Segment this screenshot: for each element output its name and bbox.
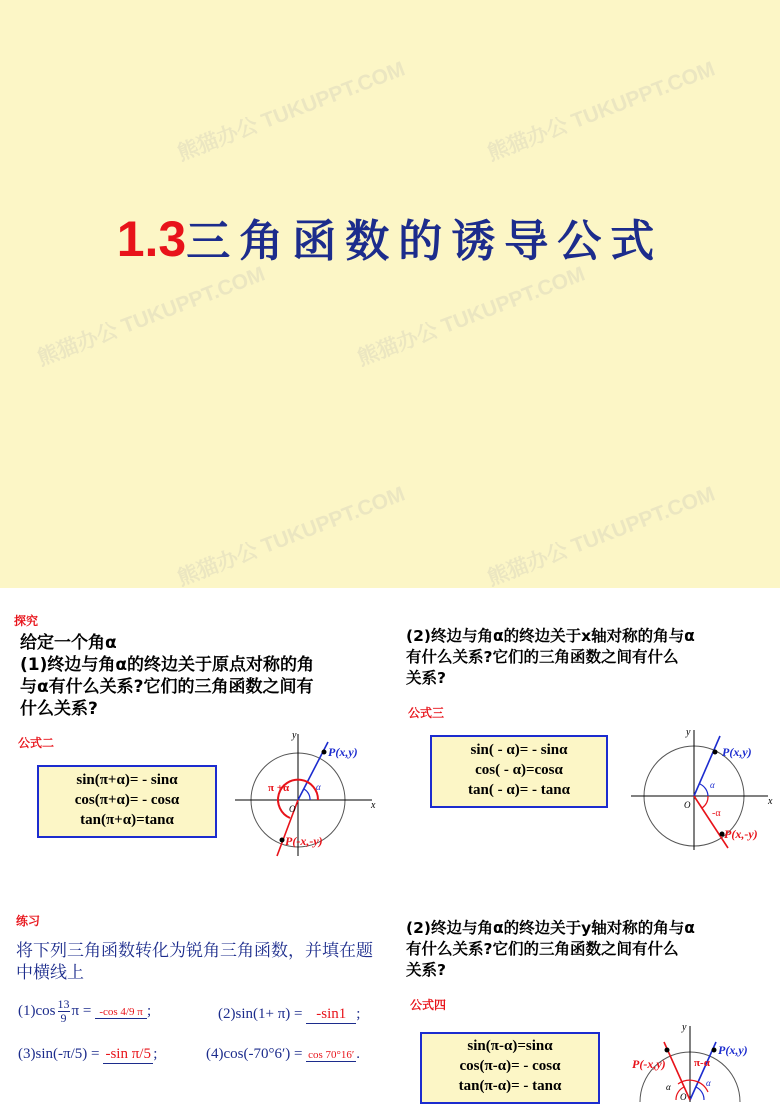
section-tag: 练习 bbox=[16, 914, 41, 928]
formula-box bbox=[37, 765, 217, 838]
axis-label: x bbox=[371, 800, 376, 811]
answer-blank: -cos 4/9 π bbox=[95, 1006, 147, 1019]
point-label: P(-x,-y) bbox=[285, 834, 323, 848]
exercise-4 bbox=[206, 1046, 360, 1063]
question-line: 什么关系? bbox=[20, 699, 98, 719]
exercise-expression: cos bbox=[35, 1002, 56, 1019]
fraction-numerator: 13 bbox=[57, 997, 70, 1011]
fraction bbox=[58, 998, 70, 1025]
formula-line: cos(π+α)= - cosα bbox=[74, 792, 180, 808]
formula-line: tan(π-α)= - tanα bbox=[458, 1078, 562, 1094]
formula-line: cos( - α)=cosα bbox=[475, 762, 563, 778]
unit-circle-diagram bbox=[230, 728, 380, 863]
question-line: 有什么关系?它们的三角函数之间有什么 bbox=[406, 648, 679, 666]
question-line: 给定一个角α bbox=[20, 633, 117, 653]
formula-line: sin(π+α)= - sinα bbox=[76, 772, 178, 788]
angle-label: π-α bbox=[694, 1057, 710, 1069]
exercise-2 bbox=[218, 1006, 360, 1024]
answer-blank: -sin π/5 bbox=[103, 1046, 153, 1064]
title-number: 1.3 bbox=[116, 211, 187, 267]
answer-blank: -sin1 bbox=[306, 1006, 356, 1024]
punctuation: ; bbox=[147, 1002, 152, 1019]
origin-label: O bbox=[680, 1092, 687, 1102]
formula-box bbox=[420, 1032, 600, 1104]
exercise-3 bbox=[18, 1046, 157, 1064]
punctuation: . bbox=[356, 1046, 360, 1062]
angle-label: -α bbox=[712, 808, 721, 819]
watermark: 熊猫办公 TUKUPPT.COM bbox=[174, 482, 409, 591]
axis-label: y bbox=[686, 727, 691, 738]
axis-label: y bbox=[292, 730, 297, 741]
watermark: 熊猫办公 TUKUPPT.COM bbox=[484, 482, 719, 591]
angle-label: α bbox=[666, 1082, 671, 1092]
title-text: 三角函数的诱导公式 bbox=[186, 216, 664, 267]
page-title bbox=[0, 205, 780, 269]
unit-circle-diagram bbox=[622, 1020, 778, 1102]
point-label: P(x,-y) bbox=[724, 827, 758, 841]
question-text bbox=[20, 632, 314, 720]
formula-line: tan(π+α)=tanα bbox=[80, 812, 174, 828]
point-label: P(x,y) bbox=[722, 745, 752, 759]
formula-tag: 公式四 bbox=[410, 998, 447, 1012]
question-line: 有什么关系?它们的三角函数之间有什么 bbox=[406, 940, 679, 958]
question-text bbox=[406, 626, 695, 689]
exercise-1 bbox=[18, 998, 151, 1025]
angle-label: π +α bbox=[268, 782, 290, 794]
exercise-expression: sin(-π/5) = bbox=[35, 1046, 100, 1062]
exercise-expression: cos(-70°6′) = bbox=[223, 1046, 303, 1062]
section-tag: 探究 bbox=[14, 614, 39, 628]
angle-label: α bbox=[316, 782, 321, 792]
point-label: P(x,y) bbox=[718, 1043, 748, 1057]
axis-label: x bbox=[768, 796, 773, 807]
question-text bbox=[406, 918, 695, 981]
exercise-number: (2) bbox=[218, 1006, 236, 1022]
question-line: (2)终边与角α的终边关于x轴对称的角与α bbox=[406, 627, 695, 645]
watermark: 熊猫办公 TUKUPPT.COM bbox=[34, 262, 269, 371]
exercise-expression: π = bbox=[71, 1002, 92, 1019]
unit-circle-diagram bbox=[628, 726, 776, 852]
formula-line: tan( - α)= - tanα bbox=[468, 782, 570, 798]
formula-line: cos(π-α)= - cosα bbox=[459, 1058, 561, 1074]
question-line: 与α有什么关系?它们的三角函数之间有 bbox=[20, 677, 314, 697]
exercise-number: (3) bbox=[18, 1046, 36, 1062]
watermark: 熊猫办公 TUKUPPT.COM bbox=[174, 57, 409, 166]
punctuation: ; bbox=[356, 1006, 361, 1022]
formula-tag: 公式二 bbox=[18, 736, 55, 750]
angle-label: α bbox=[706, 1078, 711, 1088]
exercise-expression: sin(1+ π) = bbox=[235, 1006, 303, 1022]
angle-label: α bbox=[710, 780, 715, 790]
question-line: (1)终边与角α的终边关于原点对称的角 bbox=[20, 655, 315, 675]
exercise-number: (4) bbox=[206, 1046, 224, 1062]
punctuation: ; bbox=[153, 1046, 158, 1062]
formula-line: sin(π-α)=sinα bbox=[467, 1038, 553, 1054]
axis-label: y bbox=[682, 1022, 687, 1033]
question-line: 关系? bbox=[406, 961, 446, 979]
watermark: 熊猫办公 TUKUPPT.COM bbox=[484, 57, 719, 166]
origin-label: O bbox=[684, 800, 691, 810]
formula-line: sin( - α)= - sinα bbox=[470, 742, 568, 758]
question-line: (2)终边与角α的终边关于y轴对称的角与α bbox=[406, 919, 695, 937]
question-line: 关系? bbox=[406, 669, 446, 687]
fraction-denominator: 9 bbox=[60, 1011, 67, 1025]
point-label: P(x,y) bbox=[328, 745, 358, 759]
watermark: 熊猫办公 TUKUPPT.COM bbox=[354, 262, 589, 371]
exercise-prompt: 将下列三角函数转化为锐角三角函数，并填在题中横线上 bbox=[16, 941, 373, 983]
point-label: P(-x,y) bbox=[632, 1057, 666, 1071]
origin-label: O bbox=[289, 804, 296, 814]
exercise-number: (1) bbox=[18, 1002, 36, 1019]
formula-tag: 公式三 bbox=[408, 706, 445, 720]
answer-blank: cos 70°16′ bbox=[308, 1049, 355, 1061]
formula-box bbox=[430, 735, 608, 808]
